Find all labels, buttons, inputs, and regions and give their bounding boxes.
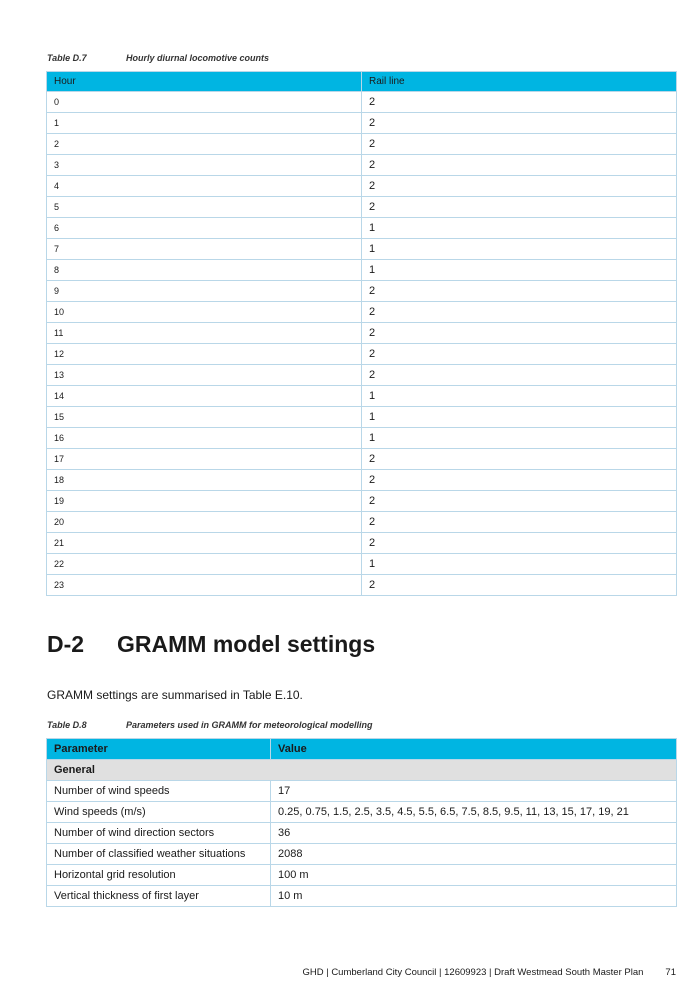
value-cell: 2088 bbox=[271, 844, 677, 865]
section-heading bbox=[47, 631, 375, 658]
hour-cell: 9 bbox=[47, 281, 362, 302]
rail-line-count-cell: 2 bbox=[362, 470, 677, 491]
rail-line-count-cell: 2 bbox=[362, 113, 677, 134]
table-row bbox=[47, 281, 677, 302]
hour-cell: 15 bbox=[47, 407, 362, 428]
hour-cell: 18 bbox=[47, 470, 362, 491]
table-row bbox=[47, 197, 677, 218]
section-number: D-2 bbox=[47, 631, 85, 657]
table-row bbox=[47, 844, 677, 865]
table-row bbox=[47, 449, 677, 470]
rail-line-count-cell: 2 bbox=[362, 344, 677, 365]
value-cell: 17 bbox=[271, 781, 677, 802]
rail-line-count-cell: 1 bbox=[362, 239, 677, 260]
rail-line-count-cell: 2 bbox=[362, 197, 677, 218]
rail-line-count-cell: 2 bbox=[362, 176, 677, 197]
parameter-cell: Number of wind direction sectors bbox=[47, 823, 271, 844]
rail-line-count-cell: 2 bbox=[362, 449, 677, 470]
hour-cell: 23 bbox=[47, 575, 362, 596]
section-title: GRAMM model settings bbox=[117, 631, 376, 657]
table-d7-caption bbox=[47, 53, 269, 63]
footer-text: GHD | Cumberland City Council | 12609923 | Draft Westmead South Master Plan bbox=[302, 967, 644, 978]
rail-line-count-cell: 2 bbox=[362, 155, 677, 176]
parameter-cell: Number of classified weather situations bbox=[47, 844, 271, 865]
hour-cell: 16 bbox=[47, 428, 362, 449]
column-header-parameter: Parameter bbox=[47, 739, 271, 760]
section-intro-paragraph: GRAMM settings are summarised in Table E.10. bbox=[47, 688, 303, 702]
table-row bbox=[47, 155, 677, 176]
table-row bbox=[47, 575, 677, 596]
hour-cell: 3 bbox=[47, 155, 362, 176]
hour-cell: 13 bbox=[47, 365, 362, 386]
table-row bbox=[47, 302, 677, 323]
page-number: 71 bbox=[665, 967, 676, 978]
table-row bbox=[47, 554, 677, 575]
rail-line-count-cell: 1 bbox=[362, 428, 677, 449]
table-row bbox=[47, 823, 677, 844]
rail-line-count-cell: 1 bbox=[362, 218, 677, 239]
table-row bbox=[47, 491, 677, 512]
hour-cell: 0 bbox=[47, 92, 362, 113]
hour-cell: 8 bbox=[47, 260, 362, 281]
table-d7-title: Hourly diurnal locomotive counts bbox=[126, 53, 270, 63]
table-d7-number: Table D.7 bbox=[47, 53, 87, 63]
table-row bbox=[47, 865, 677, 886]
hour-cell: 5 bbox=[47, 197, 362, 218]
rail-line-count-cell: 2 bbox=[362, 323, 677, 344]
table-row bbox=[47, 512, 677, 533]
rail-line-count-cell: 1 bbox=[362, 407, 677, 428]
table-row bbox=[47, 323, 677, 344]
hour-cell: 12 bbox=[47, 344, 362, 365]
rail-line-count-cell: 2 bbox=[362, 533, 677, 554]
table-row bbox=[47, 176, 677, 197]
locomotive-counts-table bbox=[46, 71, 677, 596]
rail-line-count-cell: 1 bbox=[362, 554, 677, 575]
hour-cell: 20 bbox=[47, 512, 362, 533]
table-row bbox=[47, 470, 677, 491]
hour-cell: 2 bbox=[47, 134, 362, 155]
parameter-cell: Wind speeds (m/s) bbox=[47, 802, 271, 823]
table-row bbox=[47, 886, 677, 907]
hour-cell: 19 bbox=[47, 491, 362, 512]
table-row bbox=[47, 92, 677, 113]
rail-line-count-cell: 2 bbox=[362, 365, 677, 386]
parameter-cell: Horizontal grid resolution bbox=[47, 865, 271, 886]
parameter-cell: Vertical thickness of first layer bbox=[47, 886, 271, 907]
table-row bbox=[47, 239, 677, 260]
value-cell: 36 bbox=[271, 823, 677, 844]
hour-cell: 22 bbox=[47, 554, 362, 575]
table-row bbox=[47, 260, 677, 281]
hour-cell: 10 bbox=[47, 302, 362, 323]
table-row bbox=[47, 428, 677, 449]
table-row bbox=[47, 134, 677, 155]
table-row bbox=[47, 781, 677, 802]
table-row bbox=[47, 533, 677, 554]
value-cell: 0.25, 0.75, 1.5, 2.5, 3.5, 4.5, 5.5, 6.5, 7.5, 8.5, 9.5, 11, 13, 15, 17, 19, 21 bbox=[271, 802, 677, 823]
column-header-rail-line: Rail line bbox=[362, 72, 677, 92]
rail-line-count-cell: 2 bbox=[362, 302, 677, 323]
rail-line-count-cell: 2 bbox=[362, 491, 677, 512]
rail-line-count-cell: 2 bbox=[362, 281, 677, 302]
rail-line-count-cell: 1 bbox=[362, 386, 677, 407]
table-d8-number: Table D.8 bbox=[47, 720, 87, 730]
rail-line-count-cell: 2 bbox=[362, 92, 677, 113]
hour-cell: 7 bbox=[47, 239, 362, 260]
rail-line-count-cell: 2 bbox=[362, 575, 677, 596]
table-row bbox=[47, 386, 677, 407]
hour-cell: 1 bbox=[47, 113, 362, 134]
value-cell: 10 m bbox=[271, 886, 677, 907]
hour-cell: 11 bbox=[47, 323, 362, 344]
table-row bbox=[47, 113, 677, 134]
page-footer bbox=[302, 967, 676, 978]
parameter-cell: Number of wind speeds bbox=[47, 781, 271, 802]
table-row bbox=[47, 365, 677, 386]
hour-cell: 14 bbox=[47, 386, 362, 407]
hour-cell: 17 bbox=[47, 449, 362, 470]
hour-cell: 21 bbox=[47, 533, 362, 554]
table-row bbox=[47, 218, 677, 239]
table-header-row bbox=[47, 72, 677, 92]
group-label-general: General bbox=[47, 760, 677, 781]
column-header-hour: Hour bbox=[47, 72, 362, 92]
table-header-row bbox=[47, 739, 677, 760]
table-d8-title: Parameters used in GRAMM for meteorological modelling bbox=[126, 720, 373, 730]
table-row bbox=[47, 407, 677, 428]
hour-cell: 4 bbox=[47, 176, 362, 197]
table-row bbox=[47, 802, 677, 823]
group-row bbox=[47, 760, 677, 781]
value-cell: 100 m bbox=[271, 865, 677, 886]
gramm-parameters-table bbox=[46, 738, 677, 907]
table-row bbox=[47, 344, 677, 365]
column-header-value: Value bbox=[271, 739, 677, 760]
table-d8-caption bbox=[47, 720, 373, 730]
hour-cell: 6 bbox=[47, 218, 362, 239]
rail-line-count-cell: 2 bbox=[362, 134, 677, 155]
rail-line-count-cell: 2 bbox=[362, 512, 677, 533]
rail-line-count-cell: 1 bbox=[362, 260, 677, 281]
